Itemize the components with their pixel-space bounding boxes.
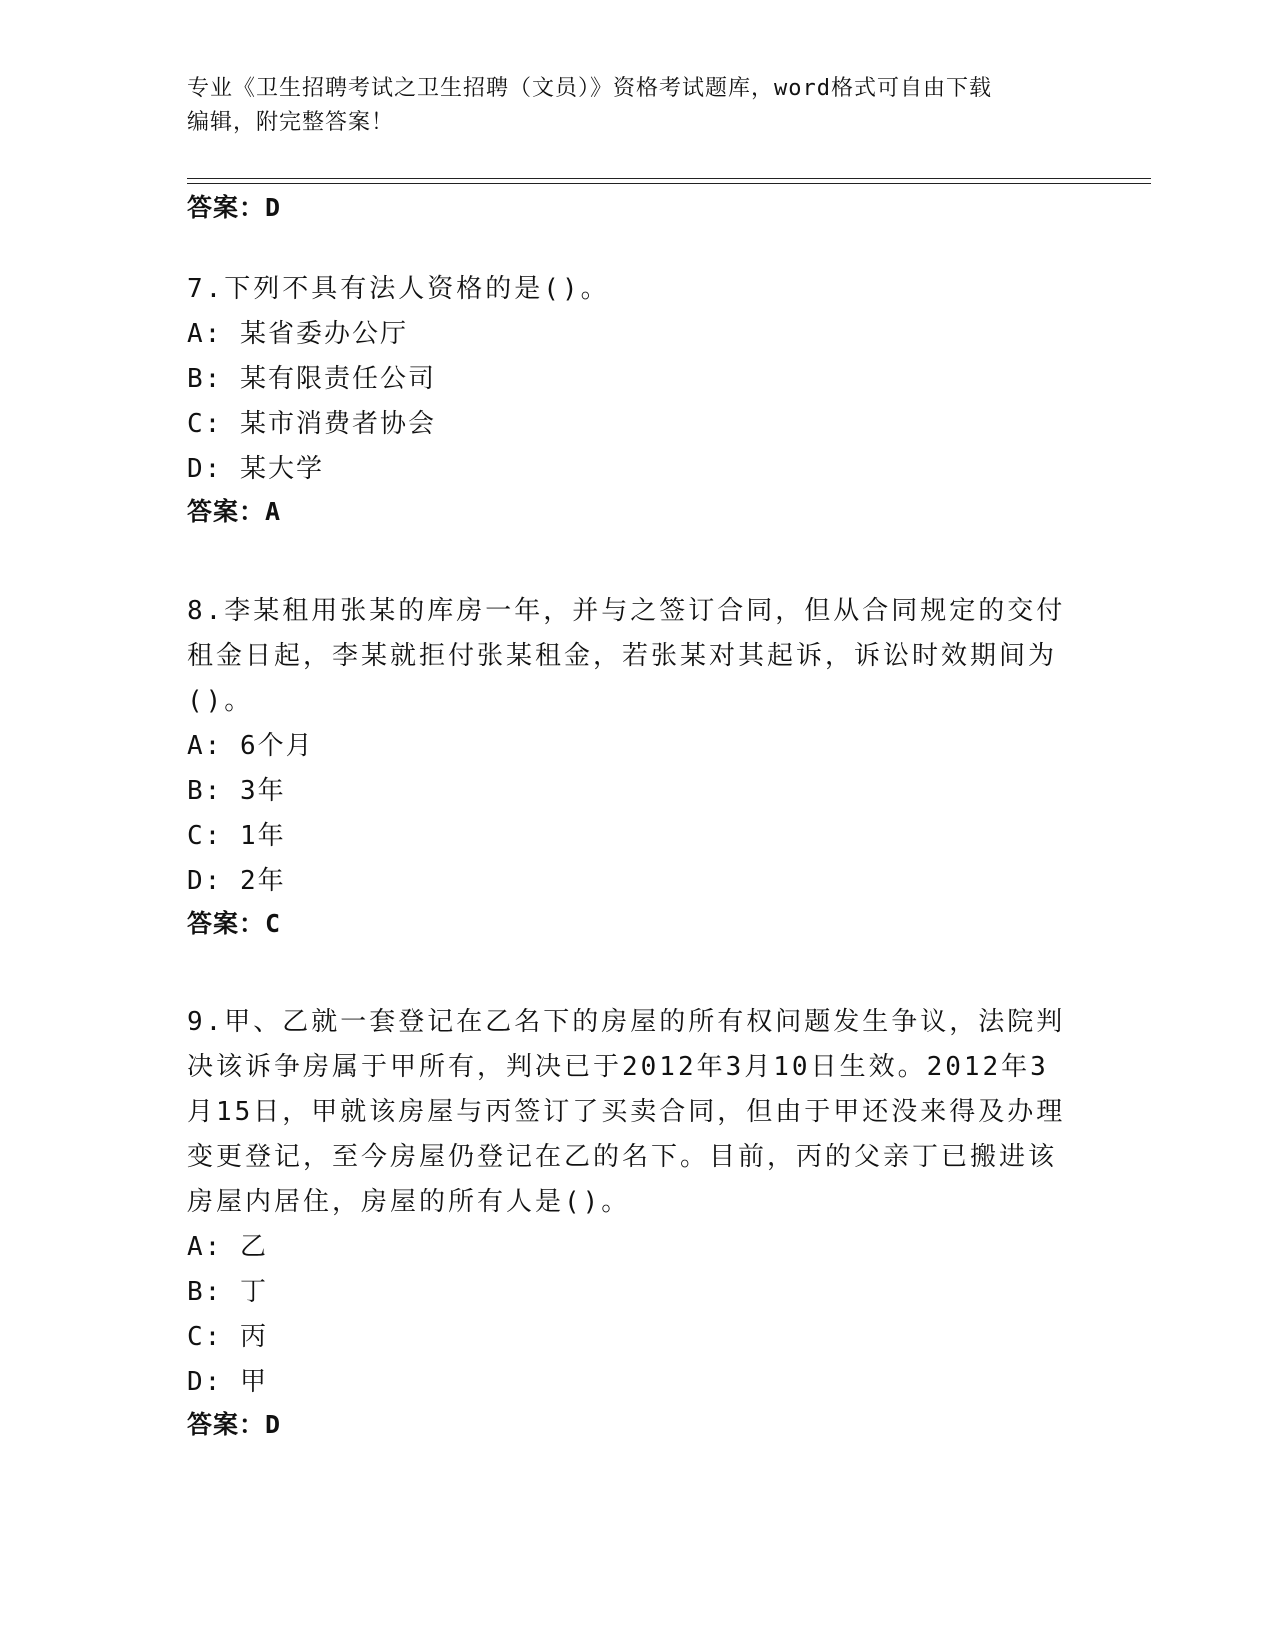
option-d: D: 某大学	[187, 454, 324, 484]
option-d: D: 2年	[187, 866, 286, 896]
option-a: A: 乙	[187, 1232, 268, 1262]
question-text-line-3: 月15日，甲就该房屋与丙签订了买卖合同，但由于甲还没来得及办理	[187, 1097, 1066, 1127]
option-c: C: 丙	[187, 1322, 268, 1352]
answer-label: 答案：A	[187, 497, 282, 526]
answer-label: 答案：C	[187, 909, 282, 938]
question-text-line-5: 房屋内居住，房屋的所有人是()。	[187, 1187, 631, 1217]
previous-answer	[187, 188, 1087, 228]
header-line-2: 编辑，附完整答案！	[187, 110, 395, 135]
question-text-line-1: 9.甲、乙就一套登记在乙名下的房屋的所有权问题发生争议，法院判	[187, 1007, 1066, 1037]
option-a: A: 某省委办公厅	[187, 319, 408, 349]
header-rule-bottom	[187, 183, 1151, 184]
question-text: 7.下列不具有法人资格的是()。	[187, 274, 610, 304]
question-text-line-2: 决该诉争房属于甲所有，判决已于2012年3月10日生效。2012年3	[187, 1052, 1049, 1082]
option-a: A: 6个月	[187, 731, 314, 761]
question-text-line-2: 租金日起，李某就拒付张某租金，若张某对其起诉，诉讼时效期间为	[187, 641, 1058, 671]
option-c: C: 某市消费者协会	[187, 409, 436, 439]
question-7	[187, 267, 1087, 532]
option-b: B: 某有限责任公司	[187, 364, 436, 394]
document-header	[187, 72, 1077, 140]
header-rule-top	[187, 178, 1151, 179]
question-text-line-3: ()。	[187, 686, 254, 716]
option-b: B: 丁	[187, 1277, 268, 1307]
answer-label: 答案：D	[187, 193, 282, 222]
option-b: B: 3年	[187, 776, 286, 806]
question-9	[187, 1000, 1087, 1445]
question-8	[187, 589, 1087, 944]
header-line-1: 专业《卫生招聘考试之卫生招聘（文员）》资格考试题库，word格式可自由下载	[187, 76, 992, 101]
question-text-line-4: 变更登记，至今房屋仍登记在乙的名下。目前，丙的父亲丁已搬进该	[187, 1142, 1058, 1172]
option-c: C: 1年	[187, 821, 286, 851]
question-text-line-1: 8.李某租用张某的库房一年，并与之签订合同，但从合同规定的交付	[187, 596, 1066, 626]
option-d: D: 甲	[187, 1367, 268, 1397]
answer-label: 答案：D	[187, 1410, 282, 1439]
